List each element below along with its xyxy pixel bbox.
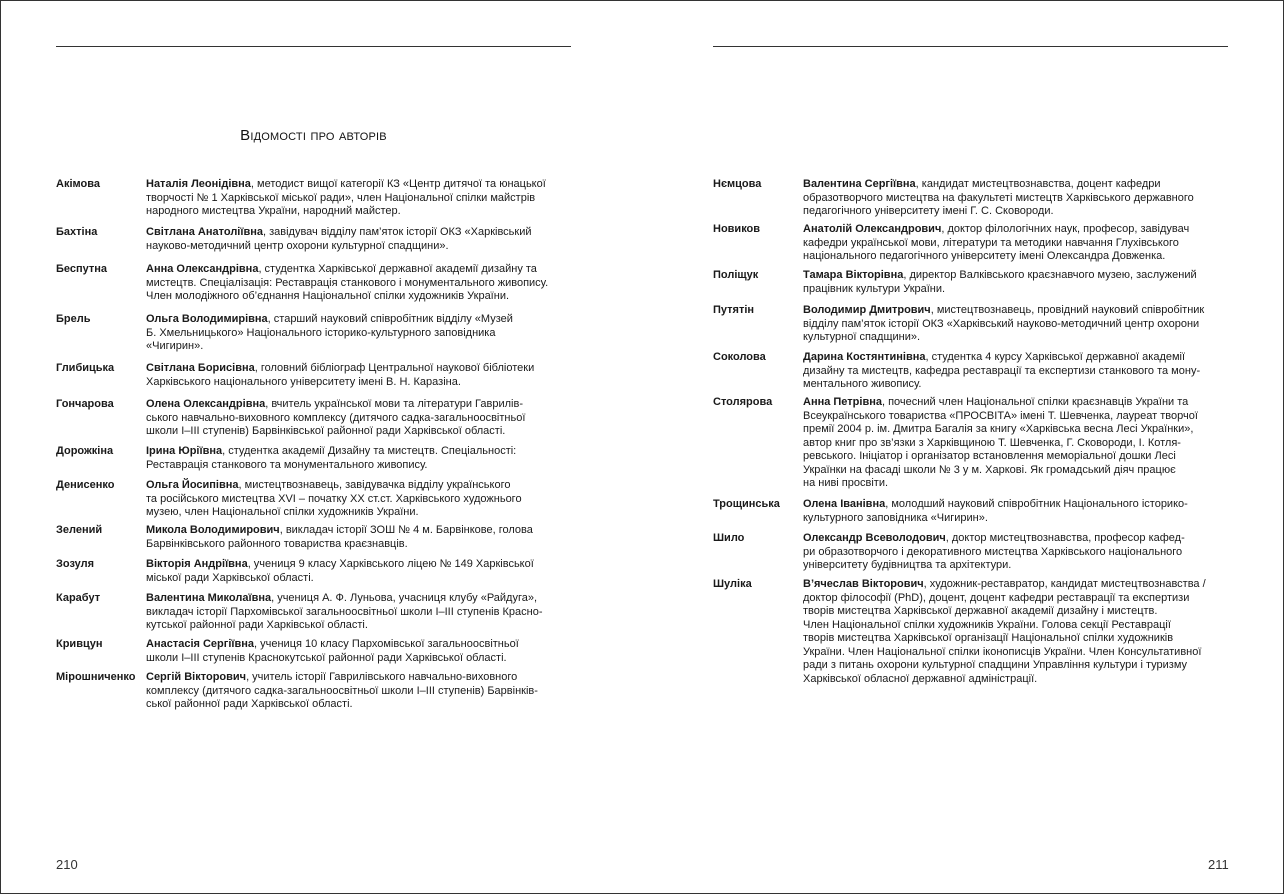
author-surname: Беспутна (56, 263, 108, 275)
author-name: Дарина Костянтинівна (803, 351, 926, 363)
description-line: , директор Валківського краєзнавчого музею, заслужений (903, 269, 1197, 281)
author-description (803, 304, 1243, 345)
description-line: автор книг про зв’язки з Харківщиною Т. Шевченка, Г. Сковороди, І. Котля- (803, 436, 1181, 449)
description-line: , методист вищої категорії КЗ «Центр дитячої та юнацької (250, 178, 546, 190)
author-name: Ольга Йосипівна (146, 479, 239, 491)
author-description (146, 226, 586, 253)
description-line: , мистецтвознавець, завідувачка відділу українського (238, 479, 511, 491)
description-line: , мистецтвознавець, провідний науковий співробітник (930, 304, 1205, 316)
description-line: , учениця А. Ф. Луньова, учасниця клубу «Райдуга», (271, 592, 538, 604)
author-name: Ірина Юріївна (146, 445, 223, 457)
description-line: Реставрація станкового та монументального живопису. (146, 458, 428, 471)
description-line: творів мистецтва Харківської організації Національної спілки художників (803, 632, 1174, 644)
author-surname: Столярова (713, 396, 773, 408)
description-line: кутської районної ради Харківської області. (146, 619, 368, 631)
author-description (803, 498, 1243, 525)
description-line: образотворчого мистецтва на факультеті мистецтв Харківського державного (803, 191, 1194, 204)
author-surname: Мірошниченко (56, 671, 136, 683)
right-header-rule (713, 46, 1228, 47)
author-surname: Новиков (713, 223, 761, 235)
author-name: Валентина Сергіївна (803, 178, 916, 190)
description-line: дизайну та мистецтв, кафедра реставрації та експертизи станкового та мону- (803, 364, 1201, 377)
description-line: , студентка академії Дизайну та мистецтв. Спеціальності: (222, 445, 517, 457)
author-surname: Шуліка (713, 578, 752, 590)
description-line: ської районної ради Харківської області. (146, 698, 353, 710)
author-description (146, 558, 586, 585)
description-line: на ниві просвіти. (803, 477, 889, 489)
author-surname: Соколова (713, 351, 766, 363)
author-description (146, 445, 586, 472)
page-number-right: 211 (1208, 857, 1229, 872)
description-line: , доктор мистецтвознавства, професор кафед- (945, 532, 1185, 544)
description-line: , кандидат мистецтвознавства, доцент кафедри (915, 178, 1161, 190)
description-line: музею, член Національної спілки художників України. (146, 506, 419, 518)
description-line: Харківського національного університету імені В. Н. Каразіна. (146, 375, 461, 388)
description-line: , головний бібліограф Центральної наукової бібліотеки (254, 362, 535, 374)
page-title: Відомості про авторів (240, 127, 387, 144)
description-line: Барвінківського районного товариства краєзнавців. (146, 537, 408, 550)
author-description (146, 362, 586, 389)
description-line: мистецтв. Спеціалізація: Реставрація станкового і монументального живопису. (146, 276, 549, 289)
author-surname: Брель (56, 313, 91, 325)
author-description (803, 223, 1243, 264)
description-line: Українки на фасаді школи № 3 у м. Харкові. Як громадський діяч працює (803, 463, 1176, 476)
author-name: Анатолій Олександрович (803, 223, 942, 235)
description-line: України. Член Національної спілки іконописців України. Член Консультативної (803, 645, 1202, 658)
author-description (146, 592, 586, 633)
author-name: Анастасія Сергіївна (146, 638, 255, 650)
description-line: , почесний член Національної спілки краєзнавців України та (881, 396, 1189, 408)
author-name: В’ячеслав Вікторович (803, 578, 924, 590)
author-name: Наталія Леонідівна (146, 178, 251, 190)
description-line: університету будівництва та архітектури. (803, 559, 1012, 571)
description-line: , художник-реставратор, кандидат мистецтвознавства / (923, 578, 1206, 590)
author-surname: Денисенко (56, 479, 115, 491)
description-line: творів мистецтва Харківської державної академії дизайну і мистецтв. (803, 605, 1158, 617)
description-line: , старший науковий співробітник відділу «Музей (267, 313, 513, 325)
author-surname: Путятін (713, 304, 755, 316)
author-name: Олександр Всеволодович (803, 532, 946, 544)
description-line: науково-методичний центр охорони культурної спадщини». (146, 239, 449, 252)
author-description (146, 263, 586, 304)
author-surname: Акімова (56, 178, 100, 190)
left-header-rule (56, 46, 571, 47)
description-line: національного педагогічного університету імені Олександра Довженка. (803, 250, 1166, 262)
author-description (803, 269, 1243, 296)
description-line: міської ради Харківської області. (146, 571, 314, 584)
author-description (146, 479, 586, 520)
author-description (803, 351, 1243, 392)
author-surname: Зозуля (56, 558, 95, 570)
author-name: Анна Петрівна (803, 396, 882, 408)
author-surname: Дорожкіна (56, 445, 114, 457)
description-line: премії 2004 р. ім. Дмитра Багалія за книгу «Харківська весна Лесі Українки», (803, 423, 1194, 435)
description-line: ревського. Ініціатор і організатор встановлення меморіальної дошки Лесі (803, 450, 1176, 462)
description-line: ського навчально-виховного комплексу (дитячого садка-загальноосвітньої (146, 411, 526, 424)
description-line: «Чигирин». (146, 340, 204, 352)
description-line: , вчитель української мови та літератури Гаврилів- (265, 398, 523, 410)
description-line: , завідувач відділу пам’яток історії ОКЗ «Харківський (262, 226, 532, 238)
author-description (146, 638, 586, 665)
description-line: Член молодіжного об’єднання Національної спілки художників України. (146, 290, 510, 302)
author-name: Олена Іванівна (803, 498, 886, 510)
description-line: культурного заповідника «Чигирин». (803, 511, 988, 524)
description-line: , викладач історії ЗОШ № 4 м. Барвінкове, голова (279, 524, 533, 536)
description-line: , студентка Харківської державної академії дизайну та (258, 263, 537, 275)
author-name: Світлана Борисівна (146, 362, 255, 374)
description-line: , учениця 10 класу Пархомівської загальноосвітньої (254, 638, 519, 650)
author-surname: Нємцова (713, 178, 762, 190)
description-line: , учитель історії Гаврилівського навчально-виховного (246, 671, 518, 683)
author-description (803, 532, 1243, 573)
author-description (146, 524, 586, 551)
description-line: доктор філософії (PhD), доцент, доцент кафедри реставрації та експертизи (803, 591, 1190, 604)
description-line: культурної спадщини». (803, 331, 921, 343)
author-description (146, 398, 586, 439)
description-line: відділу пам’яток історії ОКЗ «Харківський науково-методичний центр охорони (803, 317, 1200, 330)
author-surname: Зелений (56, 524, 103, 536)
description-line: , студентка 4 курсу Харківської державної академії (925, 351, 1186, 363)
author-surname: Кривцун (56, 638, 103, 650)
author-name: Олена Олександрівна (146, 398, 266, 410)
author-surname: Трощинська (713, 498, 780, 510)
author-description (803, 178, 1243, 219)
description-line: , доктор філологічних наук, професор, завідувач (941, 223, 1190, 235)
description-line: школи І–ІІІ ступенів) Барвінківської районної ради Харківської області. (146, 425, 506, 437)
description-line: ради з питань охорони культурної спадщини Управління культури і туризму (803, 659, 1188, 671)
description-line: Б. Хмельницького» Національного історико-культурного заповідника (146, 326, 496, 339)
author-surname: Бахтіна (56, 226, 98, 238)
description-line: кафедри української мови, літератури та методики навчання Глухівського (803, 236, 1179, 249)
description-line: , учениця 9 класу Харківського ліцею № 149 Харківської (247, 558, 534, 570)
description-line: Всеукраїнського товариства «ПРОСВІТА» імені Т. Шевченка, лауреат творчої (803, 409, 1198, 422)
author-surname: Гончарова (56, 398, 114, 410)
description-line: Член Національної спілки художників України. Голова секції Реставрації (803, 618, 1171, 631)
author-description (146, 671, 586, 712)
author-surname: Шило (713, 532, 745, 544)
author-description (146, 313, 586, 354)
description-line: викладач історії Пархомівської загальноосвітньої школи І–ІІІ ступенів Красно- (146, 605, 543, 618)
description-line: педагогічного університету імені Г. С. Сковороди. (803, 205, 1054, 217)
description-line: працівник культури України. (803, 282, 946, 295)
author-surname: Карабут (56, 592, 101, 604)
description-line: народного мистецтва України, народний майстер. (146, 205, 401, 217)
description-line: ри образотворчого і декоративного мистецтва Харківського національного (803, 545, 1183, 558)
author-name: Тамара Вікторівна (803, 269, 904, 281)
author-name: Світлана Анатоліївна (146, 226, 263, 238)
description-line: творчості № 1 Харківської міської ради», член Національної спілки майстрів (146, 191, 536, 204)
author-name: Микола Володимирович (146, 524, 280, 536)
description-line: школи І–ІІІ ступенів Краснокутської районної ради Харківської області. (146, 651, 507, 664)
author-name: Анна Олександрівна (146, 263, 259, 275)
author-surname: Поліщук (713, 269, 759, 281)
author-surname: Глибицька (56, 362, 115, 374)
author-name: Вікторія Андріївна (146, 558, 248, 570)
description-line: Харківської обласної державної адміністрації. (803, 672, 1038, 685)
description-line: комплексу (дитячого садка-загальноосвітньої школи І–ІІІ ступенів) Барвінків- (146, 684, 538, 697)
author-description (146, 178, 586, 219)
author-name: Володимир Дмитрович (803, 304, 931, 316)
author-description (803, 578, 1243, 686)
author-name: Валентина Миколаївна (146, 592, 272, 604)
page-number-left: 210 (56, 857, 78, 872)
author-name: Ольга Володимирівна (146, 313, 268, 325)
author-name: Сергій Вікторович (146, 671, 247, 683)
description-line: , молодший науковий співробітник Національного історико- (885, 498, 1188, 510)
description-line: ментального живопису. (803, 378, 922, 390)
author-description (803, 396, 1243, 491)
description-line: та російського мистецтва XVI – початку XX ст.ст. Харківського художнього (146, 492, 522, 505)
